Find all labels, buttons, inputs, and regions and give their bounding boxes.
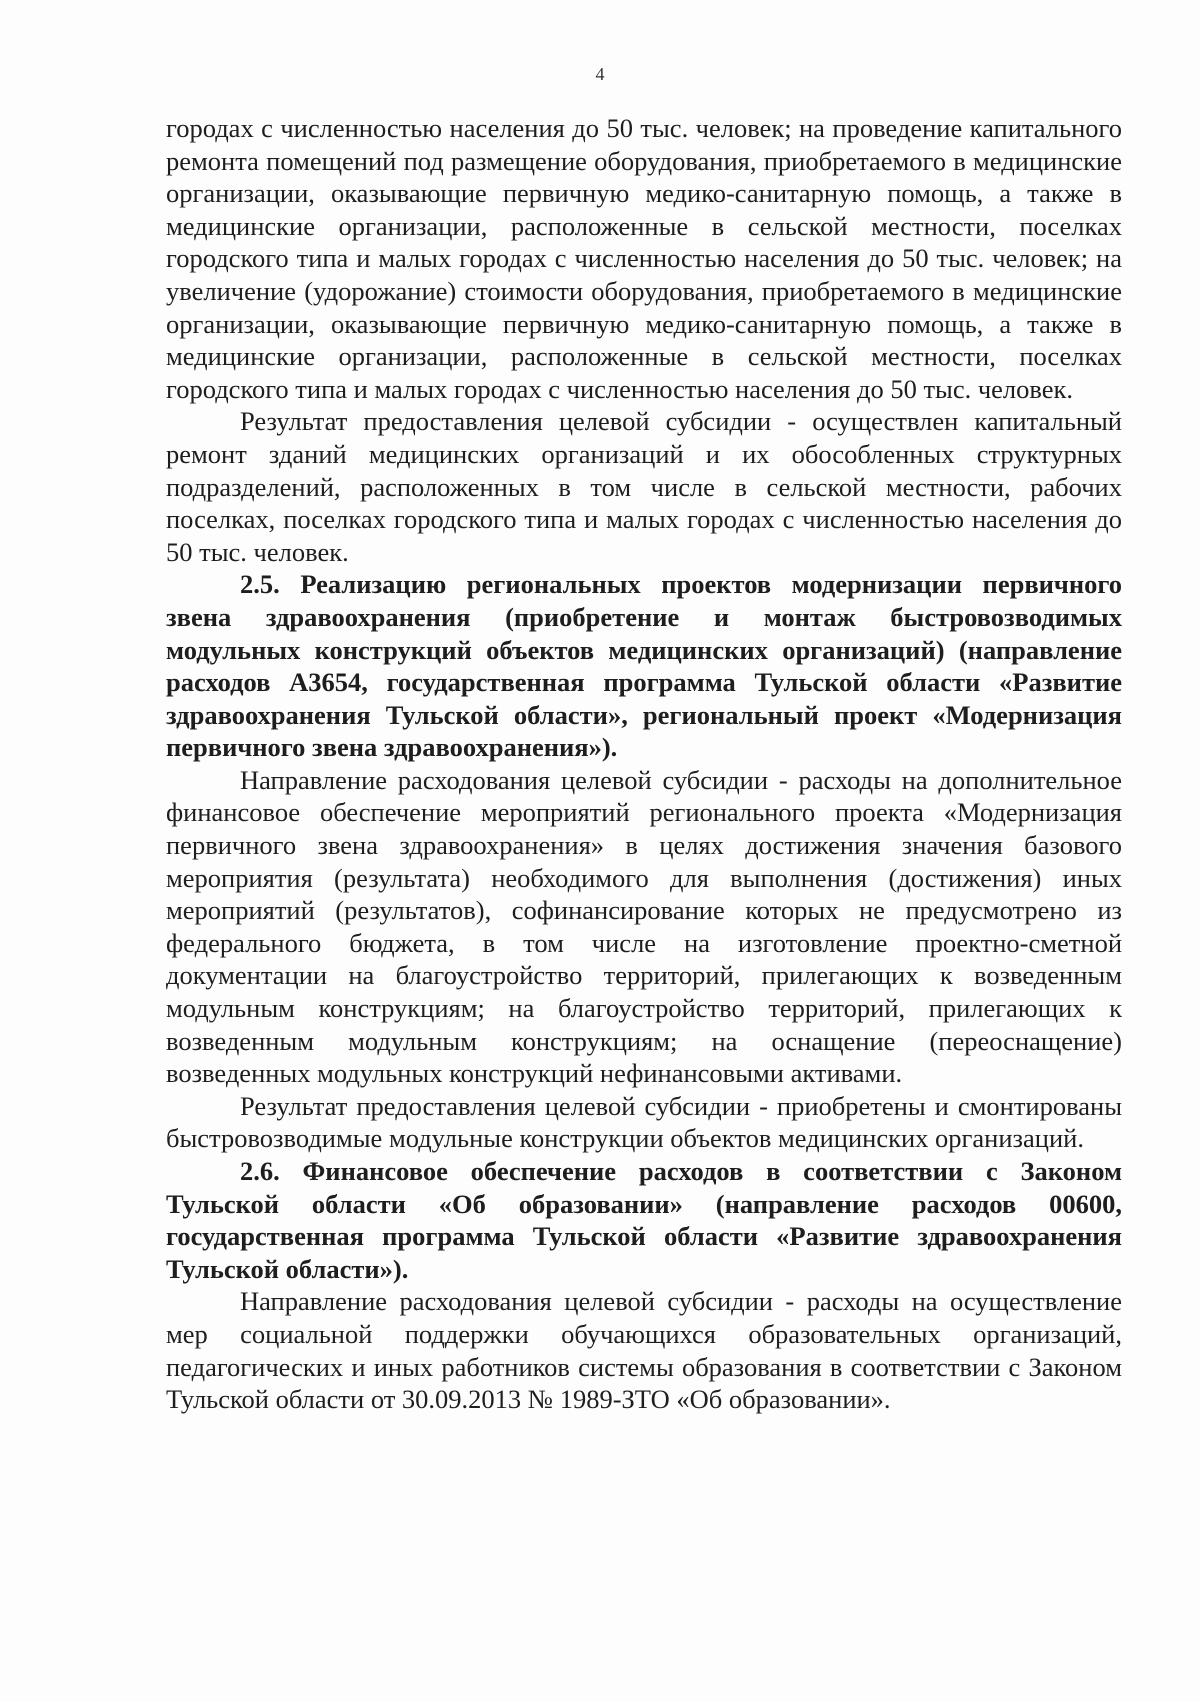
paragraph-continuation: городах с численностью населения до 50 тыс. человек; на проведение капитального ремонта помещений под размещение оборудования, приобретаемого в медицинские организации, оказывающие первичную медико-санитарную помощь, а также в медицинские организации, расположенные в сельской местности, поселках городского типа и малых городах с численностью населения до 50 тыс. человек; на увеличение (удорожание) стоимости оборудования, приобретаемого в медицинские организации, оказывающие первичную медико-санитарную помощь, а также в медицинские организации, расположенные в сельской местности, поселках городского типа и малых городах с численностью населения до 50 тыс. человек. [166, 113, 1122, 404]
section-heading-2-5: 2.5. Реализацию региональных проектов модернизации первичного звена здравоохранения (приобретение и монтаж быстровозводимых модульных конструкций объектов медицинских организаций) (направление расходов А3654, государственная программа Тульской области «Развитие здравоохранения Тульской области», региональный проект «Модернизация первичного звена здравоохранения»). [166, 569, 1122, 763]
paragraph-result-capital-repair: Результат предоставления целевой субсидии - осуществлен капитальный ремонт зданий медицинских организаций и их обособленных структурных подразделений, расположенных в том числе в сельской местности, рабочих поселках, поселках городского типа и малых городах с численностью населения до 50 тыс. человек. [166, 406, 1122, 567]
document-body [166, 112, 1122, 1416]
page-number: 4 [595, 64, 605, 84]
paragraph-direction-2-6: Направление расходования целевой субсидии - расходы на осуществление мер социальной поддержки обучающихся образовательных организаций, педагогических и иных работников системы образования в соответствии с Законом Тульской области от 30.09.2013 № 1989-ЗТО «Об образовании». [166, 1286, 1122, 1415]
paragraph-direction-2-5: Направление расходования целевой субсидии - расходы на дополнительное финансовое обеспечение мероприятий регионального проекта «Модернизация первичного звена здравоохранения» в целях достижения значения базового мероприятия (результата) необходимого для выполнения (достижения) иных мероприятий (результатов), софинансирование которых не предусмотрено из федерального бюджета, в том числе на изготовление проектно-сметной документации на благоустройство территорий, прилегающих к возведенным модульным конструкциям; на благоустройство территорий, прилегающих к возведенным модульным конструкциям; на оснащение (переоснащение) возведенных модульных конструкций нефинансовыми активами. [166, 764, 1122, 1089]
paragraph-result-2-5: Результат предоставления целевой субсидии - приобретены и смонтированы быстровозводимые модульные конструкции объектов медицинских организаций. [166, 1090, 1122, 1154]
section-heading-2-6: 2.6. Финансовое обеспечение расходов в соответствии с Законом Тульской области «Об образовании» (направление расходов 00600, государственная программа Тульской области «Развитие здравоохранения Тульской области»). [166, 1156, 1122, 1284]
